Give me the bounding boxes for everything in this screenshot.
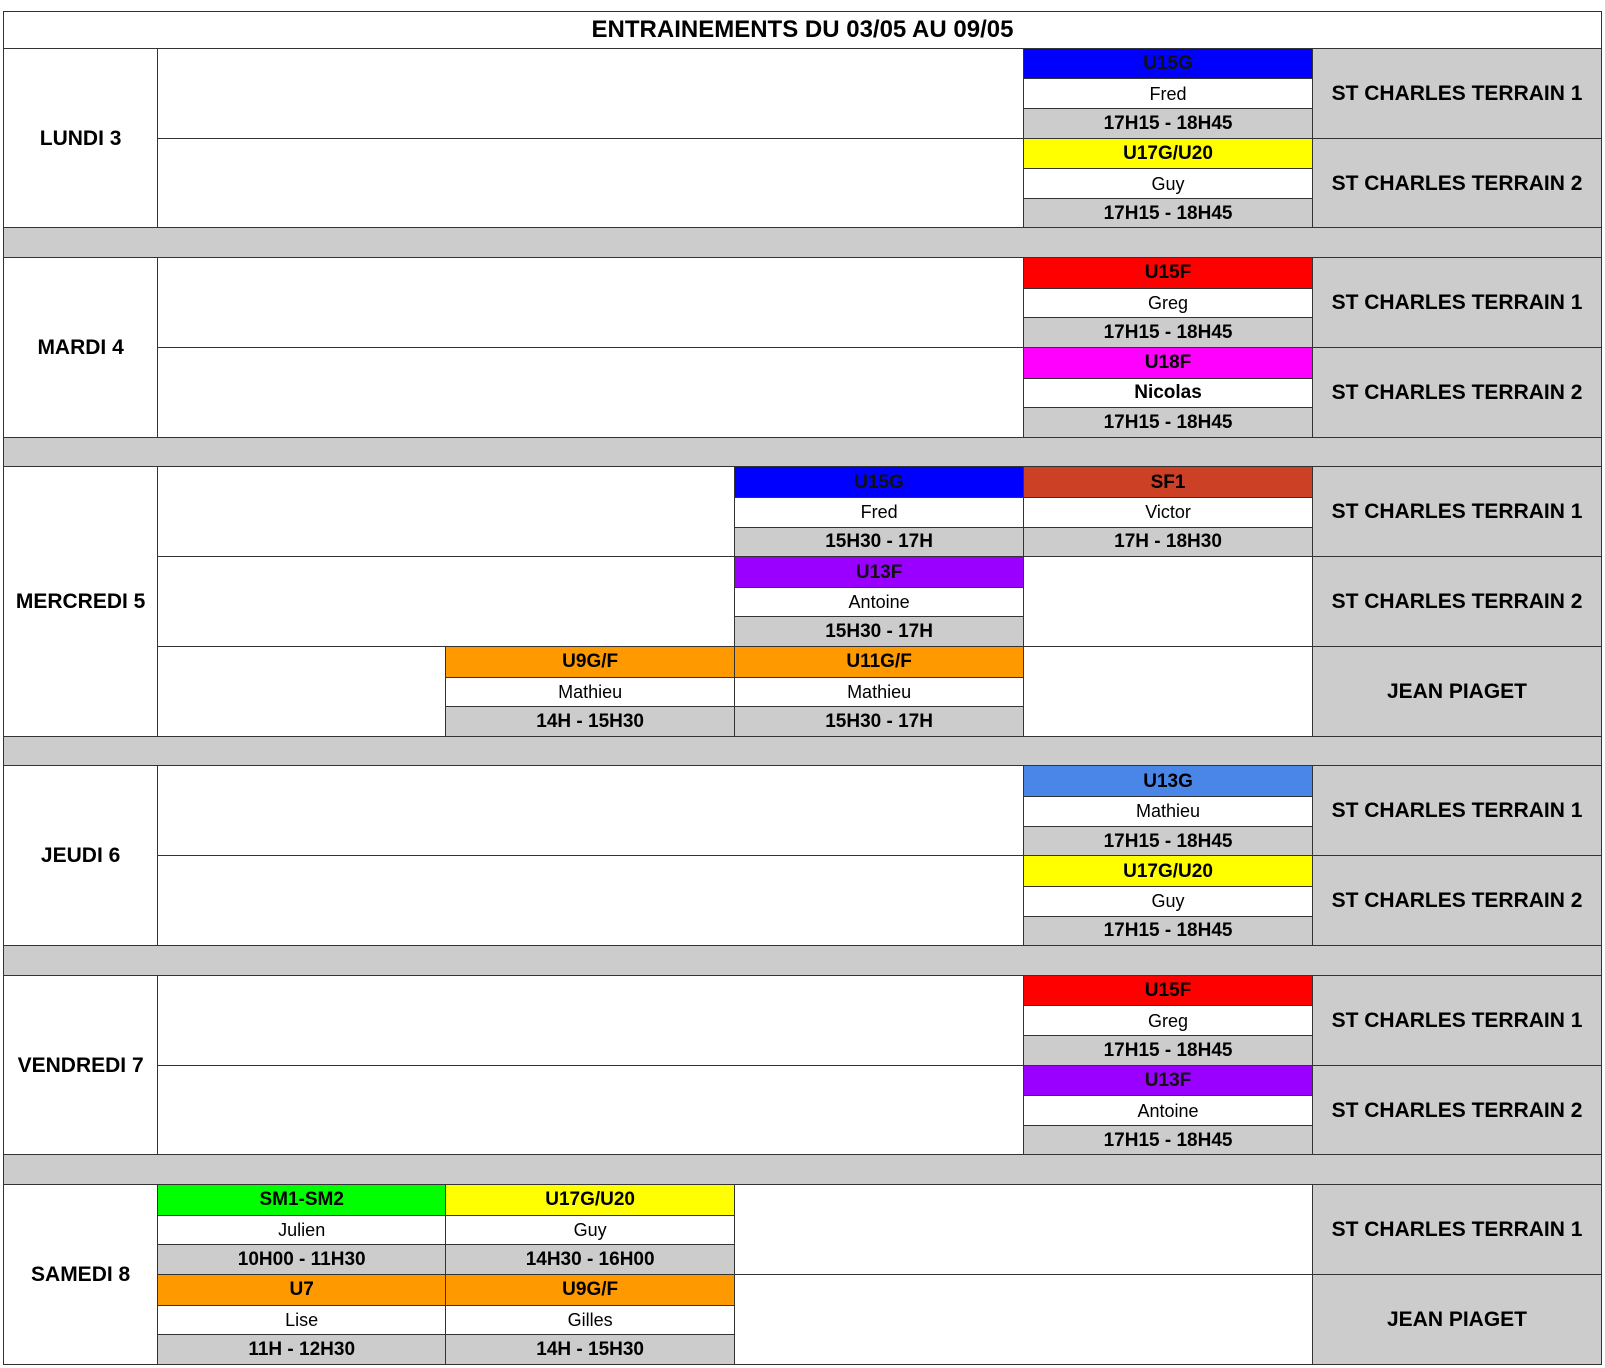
empty-slot: [158, 347, 1024, 437]
venue-label: ST CHARLES TERRAIN 1: [1313, 766, 1602, 856]
schedule-row: [4, 48, 1602, 79]
empty-slot: [158, 856, 1024, 946]
venue-label: ST CHARLES TERRAIN 1: [1313, 975, 1602, 1065]
time-cell: 11H - 12H30: [158, 1335, 446, 1365]
separator-cell: [4, 1155, 1602, 1185]
time-cell: 17H15 - 18H45: [1024, 1125, 1313, 1155]
team-cell: U11G/F: [735, 647, 1024, 678]
schedule-row: [4, 647, 1602, 678]
time-cell: 15H30 - 17H: [735, 527, 1024, 557]
time-cell: 17H15 - 18H45: [1024, 198, 1313, 228]
venue-label: ST CHARLES TERRAIN 1: [1313, 467, 1602, 557]
venue-label: ST CHARLES TERRAIN 2: [1313, 347, 1602, 437]
coach-cell: Julien: [158, 1215, 446, 1245]
empty-slot: [158, 258, 1024, 348]
empty-slot: [1024, 647, 1313, 737]
coach-cell: Fred: [1024, 79, 1313, 109]
team-cell: U15F: [1024, 258, 1313, 289]
team-cell: U17G/U20: [1024, 856, 1313, 887]
venue-label: ST CHARLES TERRAIN 1: [1313, 258, 1602, 348]
team-cell: U13F: [1024, 1065, 1313, 1096]
time-cell: 10H00 - 11H30: [158, 1245, 446, 1275]
coach-cell: Greg: [1024, 1006, 1313, 1036]
separator-cell: [4, 228, 1602, 258]
venue-label: ST CHARLES TERRAIN 2: [1313, 138, 1602, 228]
day-separator: [4, 1155, 1602, 1185]
time-cell: 14H30 - 16H00: [446, 1245, 735, 1275]
time-cell: 17H15 - 18H45: [1024, 916, 1313, 946]
team-cell: U7: [158, 1274, 446, 1305]
coach-cell: Fred: [735, 497, 1024, 527]
schedule-row: [4, 1185, 1602, 1216]
title-row: [4, 12, 1602, 49]
time-cell: 15H30 - 17H: [735, 617, 1024, 647]
empty-slot: [158, 647, 446, 737]
team-cell: U9G/F: [446, 647, 735, 678]
schedule-table: [3, 11, 1602, 1365]
time-cell: 17H15 - 18H45: [1024, 108, 1313, 138]
schedule-row: [4, 557, 1602, 588]
schedule-row: [4, 1065, 1602, 1096]
time-cell: 17H15 - 18H45: [1024, 408, 1313, 438]
empty-slot: [158, 1065, 1024, 1155]
empty-slot: [158, 467, 735, 557]
day-label: LUNDI 3: [4, 48, 158, 228]
venue-label: JEAN PIAGET: [1313, 1274, 1602, 1364]
day-label: VENDREDI 7: [4, 975, 158, 1155]
day-label: MARDI 4: [4, 258, 158, 438]
team-cell: U15G: [1024, 48, 1313, 79]
time-cell: 15H30 - 17H: [735, 707, 1024, 737]
time-cell: 17H15 - 18H45: [1024, 826, 1313, 856]
schedule-row: [4, 258, 1602, 289]
time-cell: 14H - 15H30: [446, 1335, 735, 1365]
coach-cell: Guy: [446, 1215, 735, 1245]
time-cell: 17H - 18H30: [1024, 527, 1313, 557]
schedule-row: [4, 975, 1602, 1006]
page-title: ENTRAINEMENTS DU 03/05 AU 09/05: [4, 12, 1602, 49]
empty-slot: [158, 557, 735, 647]
team-cell: SF1: [1024, 467, 1313, 498]
coach-cell: Mathieu: [446, 677, 735, 707]
team-cell: U9G/F: [446, 1274, 735, 1305]
day-separator: [4, 228, 1602, 258]
schedule-row: [4, 1274, 1602, 1305]
venue-label: ST CHARLES TERRAIN 2: [1313, 1065, 1602, 1155]
schedule-row: [4, 138, 1602, 169]
day-separator: [4, 946, 1602, 976]
venue-label: ST CHARLES TERRAIN 2: [1313, 856, 1602, 946]
empty-slot: [158, 975, 1024, 1065]
team-cell: U13F: [735, 557, 1024, 588]
coach-cell: Mathieu: [1024, 797, 1313, 827]
empty-slot: [158, 48, 1024, 138]
team-cell: U17G/U20: [1024, 138, 1313, 169]
time-cell: 17H15 - 18H45: [1024, 1036, 1313, 1066]
coach-cell: Guy: [1024, 886, 1313, 916]
team-cell: U15F: [1024, 975, 1313, 1006]
coach-cell: Lise: [158, 1305, 446, 1335]
empty-slot: [735, 1274, 1313, 1364]
coach-cell: Greg: [1024, 288, 1313, 318]
empty-slot: [735, 1185, 1313, 1275]
schedule-row: [4, 856, 1602, 887]
coach-cell: Nicolas: [1024, 378, 1313, 408]
separator-cell: [4, 437, 1602, 467]
coach-cell: Gilles: [446, 1305, 735, 1335]
day-separator: [4, 437, 1602, 467]
team-cell: SM1-SM2: [158, 1185, 446, 1216]
time-cell: 17H15 - 18H45: [1024, 318, 1313, 348]
empty-slot: [158, 766, 1024, 856]
coach-cell: Guy: [1024, 169, 1313, 199]
empty-slot: [158, 138, 1024, 228]
venue-label: JEAN PIAGET: [1313, 647, 1602, 737]
team-cell: U15G: [735, 467, 1024, 498]
day-label: JEUDI 6: [4, 766, 158, 946]
coach-cell: Victor: [1024, 497, 1313, 527]
day-label: MERCREDI 5: [4, 467, 158, 737]
schedule-row: [4, 467, 1602, 498]
schedule-row: [4, 766, 1602, 797]
schedule-row: [4, 347, 1602, 378]
separator-cell: [4, 736, 1602, 766]
time-cell: 14H - 15H30: [446, 707, 735, 737]
coach-cell: Antoine: [735, 587, 1024, 617]
venue-label: ST CHARLES TERRAIN 1: [1313, 48, 1602, 138]
empty-slot: [1024, 557, 1313, 647]
team-cell: U17G/U20: [446, 1185, 735, 1216]
venue-label: ST CHARLES TERRAIN 1: [1313, 1185, 1602, 1275]
team-cell: U18F: [1024, 347, 1313, 378]
coach-cell: Mathieu: [735, 677, 1024, 707]
day-label: SAMEDI 8: [4, 1185, 158, 1365]
team-cell: U13G: [1024, 766, 1313, 797]
venue-label: ST CHARLES TERRAIN 2: [1313, 557, 1602, 647]
day-separator: [4, 736, 1602, 766]
coach-cell: Antoine: [1024, 1096, 1313, 1126]
separator-cell: [4, 946, 1602, 976]
